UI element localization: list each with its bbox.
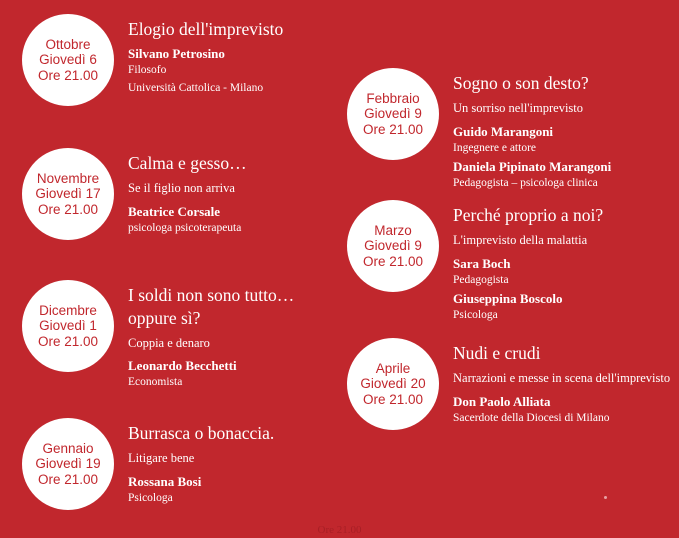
badge-time: Ore 21.00 bbox=[37, 471, 99, 487]
event-speaker: Giuseppina Boscolo bbox=[453, 291, 563, 307]
event-affiliation: Università Cattolica - Milano bbox=[128, 82, 264, 95]
badge-month: Dicembre bbox=[39, 303, 97, 319]
event-details bbox=[128, 418, 274, 506]
date-badge bbox=[347, 200, 439, 292]
event-speaker: Leonardo Becchetti bbox=[128, 358, 237, 374]
event-speaker: Rossana Bosi bbox=[128, 473, 202, 489]
badge-month: Aprile bbox=[375, 361, 411, 377]
event-role: Psicologa bbox=[128, 491, 173, 504]
event-subtitle: L'imprevisto della malattia bbox=[453, 232, 588, 247]
badge-day: Giovedì 17 bbox=[35, 186, 101, 202]
badge-day: Giovedì 6 bbox=[39, 52, 97, 68]
event-title: I soldi non sono tutto… oppure sì? bbox=[128, 285, 295, 328]
badge-time: Ore 21.00 bbox=[362, 253, 424, 269]
badge-time: Ore 21.00 bbox=[37, 333, 99, 349]
event-role: Pedagogista – psicologa clinica bbox=[453, 176, 598, 189]
event-title: Sogno o son desto? bbox=[453, 73, 589, 93]
badge-day: Giovedì 20 bbox=[360, 376, 426, 392]
event-speaker: Guido Marangoni bbox=[453, 123, 554, 139]
event-role: Economista bbox=[128, 376, 183, 389]
event-subtitle: Litigare bene bbox=[128, 450, 195, 465]
badge-day: Giovedì 9 bbox=[364, 238, 422, 254]
event-item bbox=[22, 418, 274, 510]
event-item bbox=[22, 280, 339, 391]
badge-month: Ottobre bbox=[45, 37, 91, 53]
event-item bbox=[347, 68, 611, 191]
event-details bbox=[128, 280, 339, 391]
badge-time: Ore 21.00 bbox=[37, 201, 99, 217]
event-speaker: Sara Boch bbox=[453, 255, 511, 271]
event-role: Psicologa bbox=[453, 308, 498, 321]
event-role: Ingegnere e attore bbox=[453, 141, 537, 154]
badge-month: Marzo bbox=[374, 223, 412, 239]
date-badge bbox=[22, 280, 114, 372]
event-speaker: Beatrice Corsale bbox=[128, 203, 221, 219]
date-badge bbox=[347, 338, 439, 430]
event-role: Filosofo bbox=[128, 63, 167, 76]
badge-month: Gennaio bbox=[42, 441, 94, 457]
event-title: Nudi e crudi bbox=[453, 343, 541, 363]
event-item bbox=[22, 148, 247, 240]
event-item bbox=[347, 338, 670, 430]
event-title: Calma e gesso… bbox=[128, 153, 247, 173]
events-column-left bbox=[0, 0, 339, 538]
event-role: Pedagogista bbox=[453, 273, 509, 286]
badge-time: Ore 21.00 bbox=[37, 67, 99, 83]
event-subtitle: Se il figlio non arriva bbox=[128, 180, 235, 195]
badge-day: Giovedì 1 bbox=[39, 318, 97, 334]
event-subtitle: Narrazioni e messe in scena dell'imprevisto bbox=[453, 370, 671, 385]
event-title: Perché proprio a noi? bbox=[453, 205, 604, 225]
event-role: Sacerdote della Diocesi di Milano bbox=[453, 411, 610, 424]
event-item bbox=[22, 14, 283, 106]
date-badge bbox=[22, 418, 114, 510]
event-item bbox=[347, 200, 603, 323]
event-role: psicologa psicoterapeuta bbox=[128, 221, 242, 234]
event-title: Burrasca o bonaccia. bbox=[128, 423, 275, 443]
footer-note: Ore 21.00 bbox=[317, 524, 362, 536]
events-column-right bbox=[339, 0, 678, 538]
event-details bbox=[128, 148, 247, 236]
event-details bbox=[453, 338, 670, 426]
date-badge bbox=[22, 148, 114, 240]
event-subtitle: Un sorriso nell'imprevisto bbox=[453, 100, 584, 115]
badge-day: Giovedì 19 bbox=[35, 456, 101, 472]
date-badge bbox=[347, 68, 439, 160]
event-speaker: Daniela Pipinato Marangoni bbox=[453, 159, 612, 175]
date-badge bbox=[22, 14, 114, 106]
decorative-dot bbox=[604, 496, 607, 499]
badge-time: Ore 21.00 bbox=[362, 121, 424, 137]
badge-month: Novembre bbox=[36, 171, 100, 187]
badge-month: Febbraio bbox=[366, 91, 420, 107]
event-details bbox=[453, 200, 603, 323]
event-title: Elogio dell'imprevisto bbox=[128, 19, 284, 39]
event-details bbox=[128, 14, 283, 97]
event-details bbox=[453, 68, 611, 191]
badge-day: Giovedì 9 bbox=[364, 106, 422, 122]
event-speaker: Don Paolo Alliata bbox=[453, 393, 551, 409]
badge-time: Ore 21.00 bbox=[362, 391, 424, 407]
event-subtitle: Coppia e denaro bbox=[128, 335, 210, 350]
event-speaker: Silvano Petrosino bbox=[128, 45, 225, 61]
